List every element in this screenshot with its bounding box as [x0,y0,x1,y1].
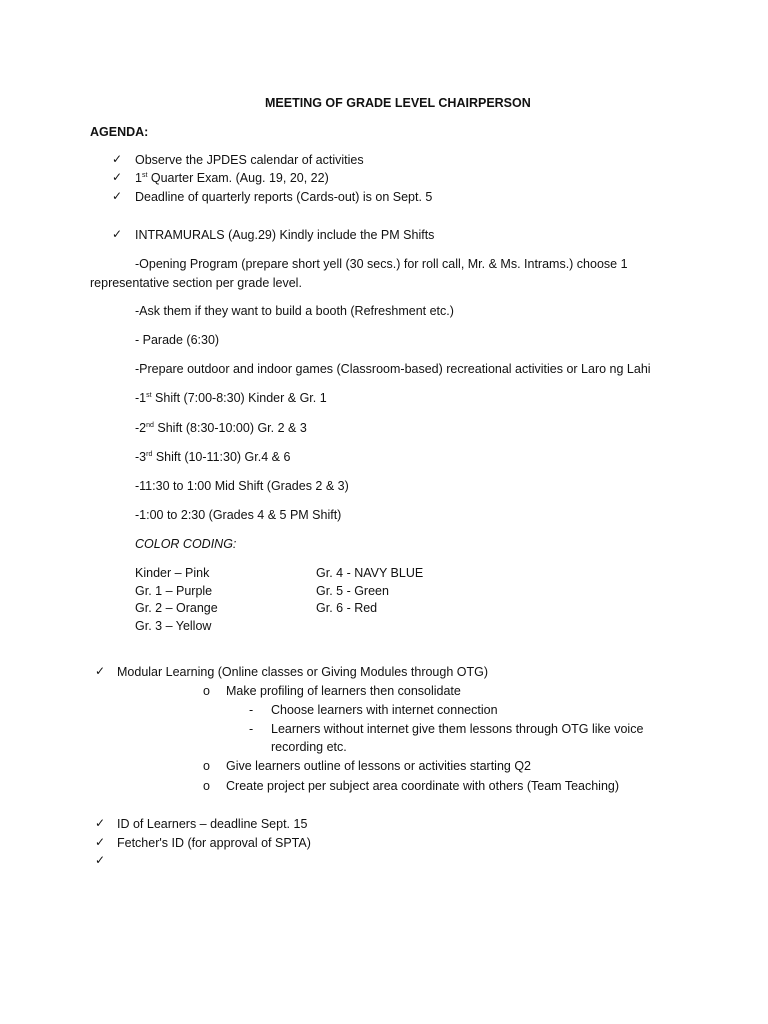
modular-sub-internet: Choose learners with internet connection [271,703,498,717]
modular-sub-no-internet-line1: Learners without internet give them lessons through OTG like voice [271,722,644,736]
bullet-o-icon: o [203,684,210,698]
checkmark-icon: ✓ [112,189,123,203]
opening-program-line2: representative section per grade level. [90,276,302,290]
shift2-line: -2nd Shift (8:30-10:00) Gr. 2 & 3 [135,421,307,435]
modular-project: Create project per subject area coordinate with others (Team Teaching) [226,779,620,793]
booth-line: -Ask them if they want to build a booth (Refreshment etc.) [135,304,454,318]
bullet-o-icon: o [203,759,210,773]
document-title: MEETING OF GRADE LEVEL CHAIRPERSON [265,96,531,110]
games-line: -Prepare outdoor and indoor games (Classroom-based) recreational activities or Laro ng Lahi [135,362,651,376]
color-coding-item: Gr. 4 - NAVY BLUE [316,566,424,580]
agenda-item-calendar: Observe the JPDES calendar of activities [135,153,364,167]
color-coding-item: Gr. 3 – Yellow [135,619,212,633]
checkmark-icon: ✓ [112,170,123,184]
checkmark-icon: ✓ [112,227,123,241]
modular-profiling: Make profiling of learners then consolidate [226,684,461,698]
bullet-dash-icon: - [249,722,254,736]
parade-line: - Parade (6:30) [135,333,220,347]
checkmark-icon: ✓ [95,664,106,678]
fetcher-id-item: Fetcher's ID (for approval of SPTA) [117,836,311,850]
agenda-item-deadline: Deadline of quarterly reports (Cards-out) is on Sept. 5 [135,190,433,204]
color-coding-item: Gr. 2 – Orange [135,601,218,615]
color-coding-item: Gr. 1 – Purple [135,584,213,598]
color-coding-item: Kinder – Pink [135,566,210,580]
shift1-line: -1st Shift (7:00-8:30) Kinder & Gr. 1 [135,391,327,405]
opening-program-line1: -Opening Program (prepare short yell (30 secs.) for roll call, Mr. & Ms. Intrams.) choose 1 [135,257,628,271]
modular-sub-no-internet-line2: recording etc. [271,740,347,754]
bullet-o-icon: o [203,779,210,793]
checkmark-icon: ✓ [112,152,123,166]
modular-heading: Modular Learning (Online classes or Giving Modules through OTG) [117,665,489,679]
bullet-dash-icon: - [249,703,254,717]
color-coding-item: Gr. 5 - Green [316,584,389,598]
modular-outline: Give learners outline of lessons or activities starting Q2 [226,759,531,773]
checkmark-icon: ✓ [95,853,106,867]
agenda-label: AGENDA: [90,125,149,139]
agenda-item-intramurals: INTRAMURALS (Aug.29) Kindly include the PM Shifts [135,228,435,242]
checkmark-icon: ✓ [95,835,106,849]
color-coding-label: COLOR CODING: [135,537,237,551]
agenda-item-exam: 1st Quarter Exam. (Aug. 19, 20, 22) [135,171,329,185]
pm-shift-line: -1:00 to 2:30 (Grades 4 & 5 PM Shift) [135,508,342,522]
mid-shift-line: -11:30 to 1:00 Mid Shift (Grades 2 & 3) [135,479,349,493]
color-coding-item: Gr. 6 - Red [316,601,378,615]
shift3-line: -3rd Shift (10-11:30) Gr.4 & 6 [135,450,291,464]
id-learners-item: ID of Learners – deadline Sept. 15 [117,817,308,831]
checkmark-icon: ✓ [95,816,106,830]
